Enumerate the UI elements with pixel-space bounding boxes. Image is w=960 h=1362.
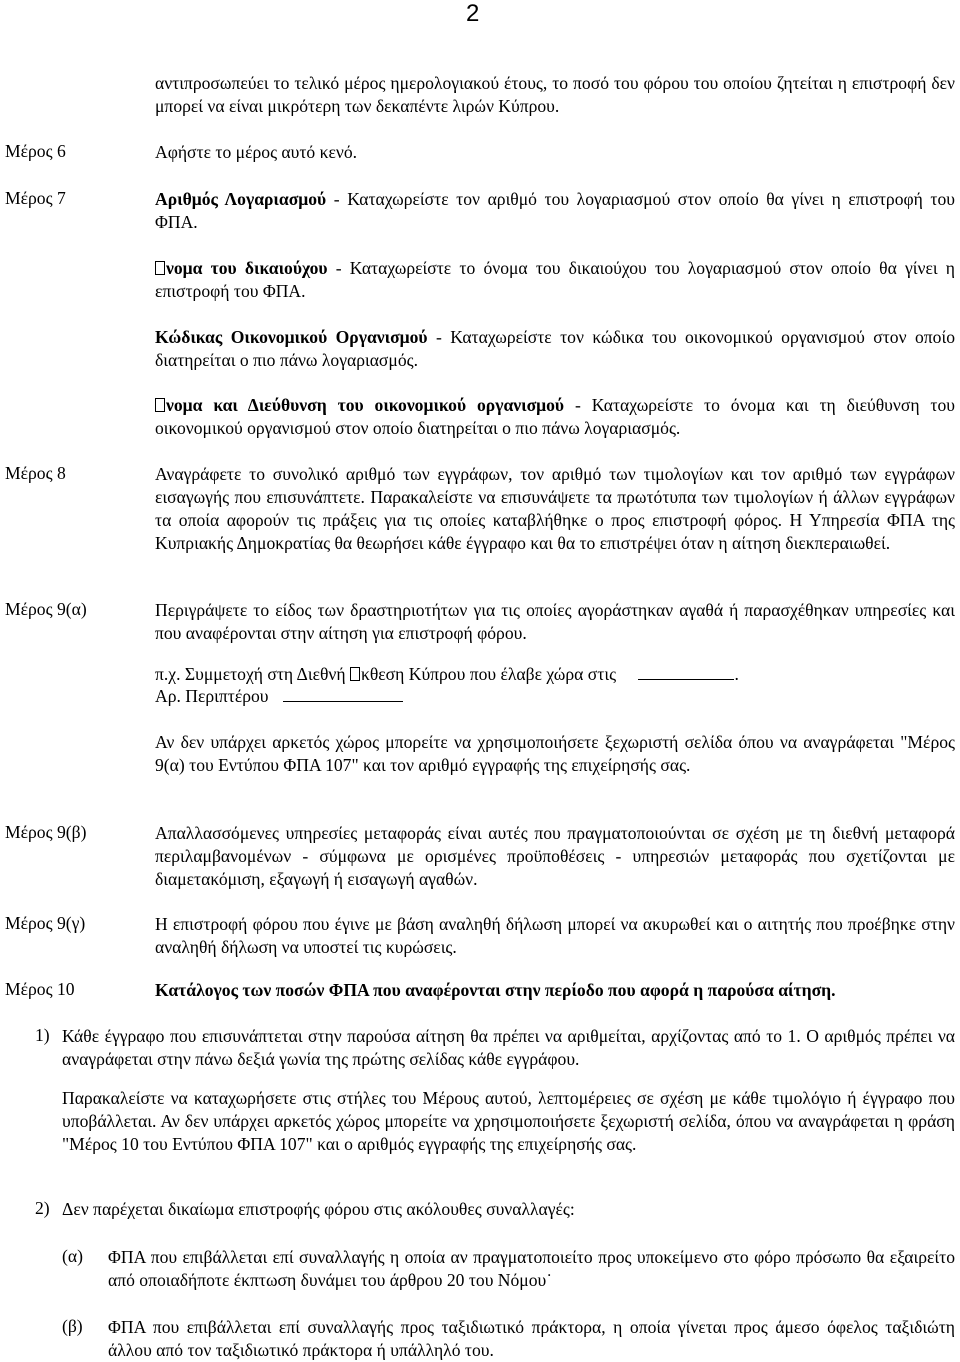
part-10-title-text: Κατάλογος των ποσών ΦΠΑ που αναφέρονται στην περίοδο που αφορά η παρούσα αίτηση. (155, 980, 836, 1000)
date-blank-line (638, 664, 734, 680)
part-7-account-number (155, 188, 955, 234)
item-1-text: Κάθε έγγραφο που επισυνάπτεται στην παρούσα αίτηση θα πρέπει να αριθμείται, αρχίζοντας από το 1. Ο αριθμός πρέπει να αναγράφεται στην πάνω δεξιά γωνία της πρώτης σελίδας κάθε εγγράφου. (62, 1026, 955, 1069)
beneficiary-text: - Καταχωρείστε το όνομα του δικαιούχου του λογαριασμού στον οποίο θα γίνει η επιστροφή του ΦΠΑ. (155, 258, 955, 301)
part-7-beneficiary (155, 257, 955, 303)
part-6-label: Μέρος 6 (5, 141, 66, 161)
example-suffix: κθεση Κύπρου που έλαβε χώρα στις (360, 664, 617, 684)
example-end: . (734, 664, 739, 684)
part-9a-extra: Αν δεν υπάρχει αρκετός χώρος μπορείτε να χρησιμοποιήσετε ξεχωριστή σελίδα όπου να αναγράφεται "Μέρος 9(α) του Εντύπου ΦΠΑ 107" και τον αριθμό εγγραφής της επιχείρησής σας. (155, 732, 955, 775)
part-9c-label: Μέρος 9(γ) (5, 913, 86, 933)
missing-glyph-icon (155, 398, 165, 412)
item-2b-label: (β) (62, 1316, 83, 1336)
institution-name-text: - Καταχωρείστε το όνομα και τη διεύθυνση του οικονομικού οργανισμού στον οποίο διατηρείται ο πιο πάνω λογαριασμός. (155, 395, 955, 438)
part-10-label: Μέρος 10 (5, 979, 75, 999)
item-2-number: 2) (35, 1198, 50, 1218)
page-number: 2 (466, 0, 480, 27)
part-9a-kiosk (155, 686, 403, 707)
part-8-label: Μέρος 8 (5, 463, 66, 483)
item-1-number: 1) (35, 1025, 50, 1045)
part-9a-text: Περιγράψετε το είδος των δραστηριοτήτων για τις οποίες αγοράστηκαν αγαθά ή παρασχέθηκαν υπηρεσίες και που αναφέρονται στην αίτηση για επιστροφή φόρου. (155, 600, 955, 643)
part-9a-example (155, 664, 739, 685)
beneficiary-heading: νομα του δικαιούχου (166, 258, 328, 278)
item-2-text: Δεν παρέχεται δικαίωμα επιστροφής φόρου στις ακόλουθες συναλλαγές: (62, 1199, 575, 1219)
item-1-paragraph-2: Παρακαλείστε να καταχωρήσετε στις στήλες του Μέρους αυτού, λεπτομέρειες σε σχέση με κάθε τιμολόγιο ή έγγραφο που υποβάλλεται. Αν δεν υπάρχει αρκετός χώρος μπορείτε να χρησιμοποιήσετε ξεχωριστή σελίδα, όπου να αναγράφεται η φράση "Μέρος 10 του Εντύπου ΦΠΑ 107" και ο αριθμός εγγραφής της επιχείρησής σας. (62, 1088, 955, 1154)
institution-code-text: - Καταχωρείστε τον κώδικα του οικονομικού οργανισμού στον οποίο διατηρείται ο πιο πάνω λογαριασμός. (155, 327, 955, 370)
account-number-text: - Καταχωρείστε τον αριθμό του λογαριασμού στον οποίο θα γίνει η επιστροφή του ΦΠΑ. (155, 189, 955, 232)
missing-glyph-icon (350, 667, 360, 681)
kiosk-label: Αρ. Περιπτέρου (155, 686, 269, 706)
part-9b-text: Απαλλασσόμενες υπηρεσίες μεταφοράς είναι αυτές που πραγματοποιούνται σε σχέση με τη διεθνή μεταφορά περιλαμβανομένων - σύμφωνα με ορισμένες προϋποθέσεις - υπηρεσιών μεταφοράς που σχετίζονται με διαμετακόμιση, εξαγωγή ή εισαγωγή αγαθών. (155, 823, 955, 889)
part-7-institution-code (155, 326, 955, 372)
part-10-title (155, 979, 955, 1002)
item-2a-text: ΦΠΑ που επιβάλλεται επί συναλλαγής η οποία αν πραγματοποιείτο προς υποκείμενο στο φόρο πρόσωπο θα εξαιρείτο από οποιαδήποτε έκπτωση δυνάμει του άρθρου 20 του Νόμου˙ (108, 1247, 955, 1290)
kiosk-blank-line (283, 686, 403, 702)
part-9b-label: Μέρος 9(β) (5, 822, 87, 842)
part-9c-text: Η επιστροφή φόρου που έγινε με βάση αναληθή δήλωση μπορεί να ακυρωθεί και ο αιτητής που προέβηκε στην αναληθή δήλωση να υποστεί τις κυρώσεις. (155, 914, 955, 957)
part-6-text: Αφήστε το μέρος αυτό κενό. (155, 142, 358, 162)
part-9a-label: Μέρος 9(α) (5, 599, 87, 619)
institution-name-heading: νομα και Διεύθυνση του οικονομικού οργανισμού (166, 395, 565, 415)
missing-glyph-icon (155, 261, 165, 275)
part-8-text: Αναγράφετε το συνολικό αριθμό των εγγράφων, τον αριθμό των τιμολογίων και τον αριθμό των εγγράφων εισαγωγής που επισυνάπτετε. Παρακαλείστε να επισυνάψετε τα πρωτότυπα των τιμολογίων ή άλλων εγγράφων τα οποία αφορούν τις πράξεις για τις οποίες καταβλήθηκε ο προς επιστροφή φόρος. Η Υπηρεσία ΦΠΑ της Κυπριακής Δημοκρατίας θα θεωρήσει κάθε έγγραφο και θα το επιστρέψει όταν η αίτηση διεκπεραιωθεί. (155, 464, 955, 553)
part-7-label: Μέρος 7 (5, 188, 66, 208)
continuation-paragraph: αντιπροσωπεύει το τελικό μέρος ημερολογιακού έτους, το ποσό του φόρου του οποίου ζητείται η επιστροφή δεν μπορεί να είναι μικρότερη των δεκαπέντε λιρών Κύπρου. (155, 73, 955, 116)
part-7-institution-name (155, 394, 955, 440)
institution-code-heading: Κώδικας Οικονομικού Οργανισμού (155, 327, 428, 347)
example-prefix: π.χ. Συμμετοχή στη Διεθνή (155, 664, 350, 684)
item-2b-text: ΦΠΑ που επιβάλλεται επί συναλλαγής προς ταξιδιωτικό πράκτορα, η οποία γίνεται προς άμεσο όφελος ταξιδιώτη άλλου από τον ταξιδιωτικό πράκτορα ή υπάλληλό του. (108, 1317, 955, 1360)
item-2a-label: (α) (62, 1246, 83, 1266)
account-number-heading: Αριθμός Λογαριασμού (155, 189, 327, 209)
